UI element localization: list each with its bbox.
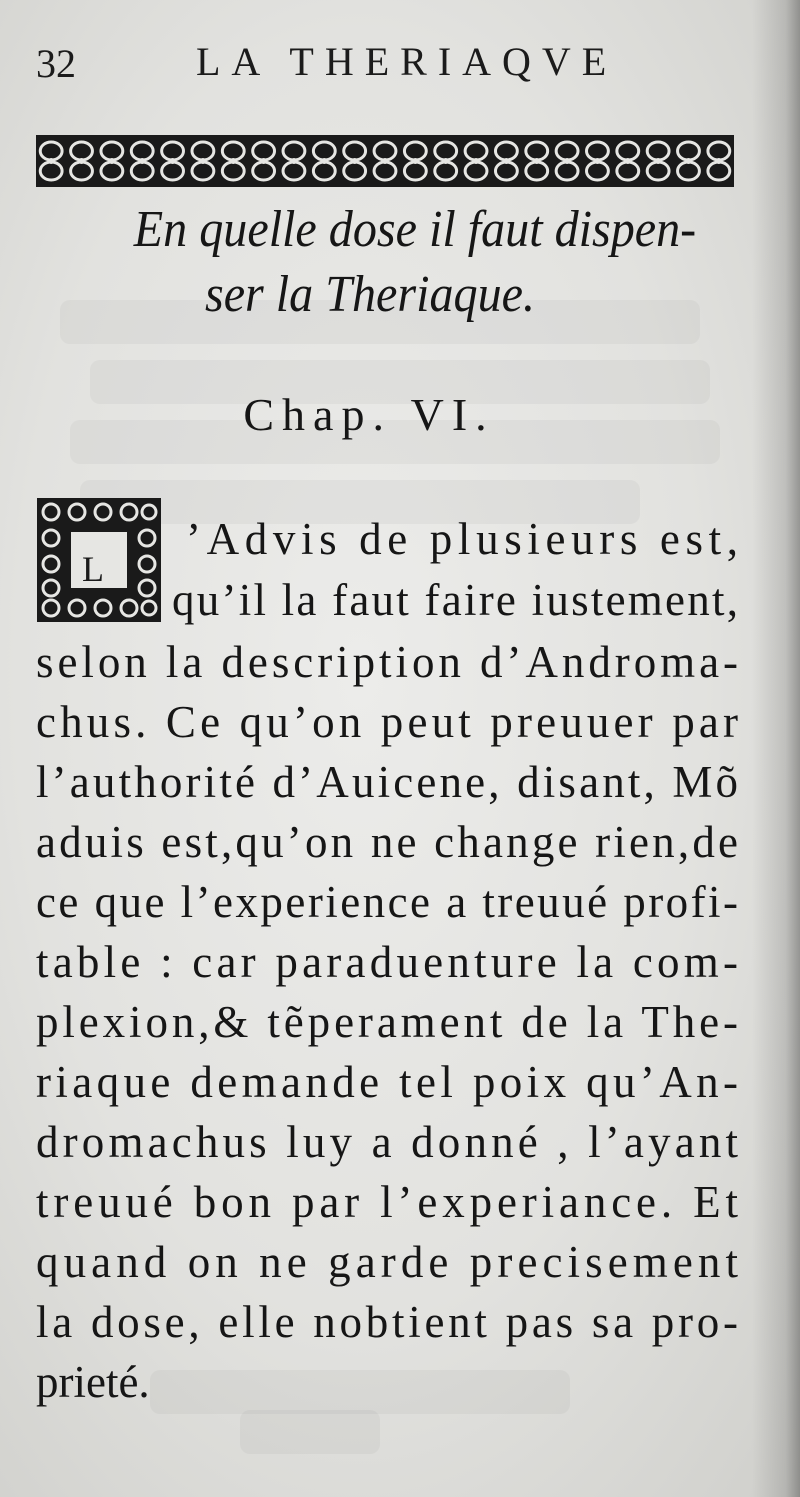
body-line: l’authorité d’Auicene, disant, Mõ	[36, 757, 742, 807]
body-line: la dose, elle nobtient pas sa pro-	[36, 1297, 742, 1347]
running-title: LA THERIAQVE	[196, 39, 618, 84]
body-line: prieté.	[36, 1357, 150, 1407]
body-line: chus. Ce qu’on peut preuuer par	[36, 697, 743, 747]
body-line: ce que l’experience a treuué profi-	[36, 877, 741, 927]
dropcap-letter: L	[82, 549, 104, 589]
body-line: riaque demande tel poix qu’An-	[36, 1057, 743, 1107]
body-line: plexion,& tẽperament de la The-	[36, 997, 742, 1047]
section-heading-line-1: En quelle dose il faut dispen-	[133, 201, 697, 258]
page-header	[36, 38, 736, 90]
ornament-band	[36, 135, 734, 187]
body-line: ’Advis de plusieurs est,	[186, 514, 744, 564]
body-line: quand on ne garde precisement	[36, 1237, 744, 1287]
chapter-label: Chap. VI.	[243, 389, 495, 440]
body-line: aduis est,qu’on ne change rien,de	[36, 817, 742, 867]
body-line: table : car paraduenture la com-	[36, 937, 743, 987]
page-number: 32	[36, 41, 76, 86]
section-heading-line-2: ser la Theriaque.	[204, 266, 535, 323]
body-line: treuué bon par l’experiance. Et	[36, 1177, 743, 1227]
body-line: qu’il la faut faire iustement,	[172, 575, 741, 625]
body-line: dromachus luy a donné , l’ayant	[36, 1117, 743, 1167]
body-line: selon la description d’Androma-	[36, 637, 742, 687]
